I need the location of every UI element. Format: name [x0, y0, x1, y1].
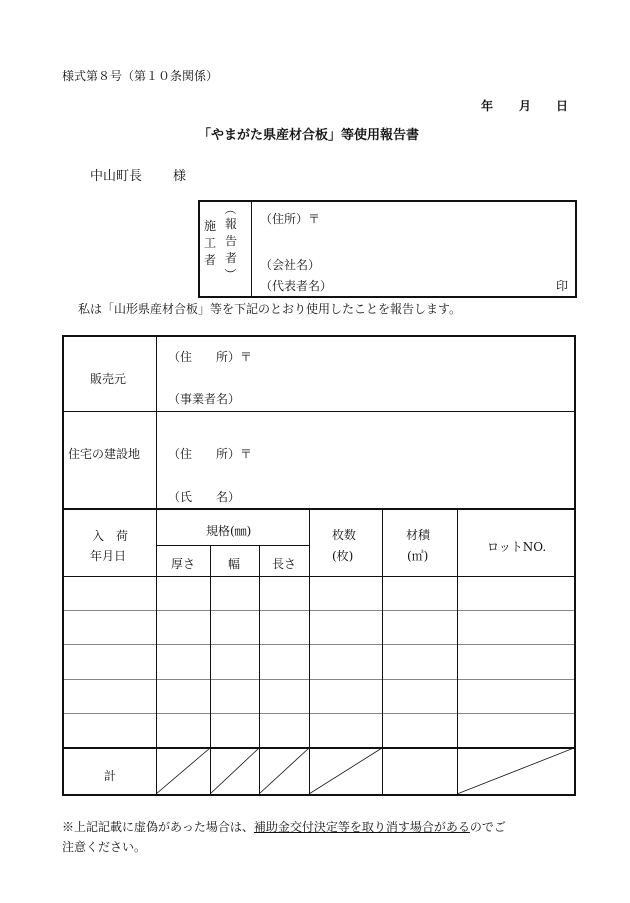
applicant-label: 施 工 者 — [204, 219, 217, 267]
header-count: 枚数 — [332, 528, 357, 542]
usage-table — [62, 335, 576, 796]
header-spec: 規格(㎜) — [206, 524, 252, 538]
date-day-label: 日 — [556, 99, 569, 113]
strike-length — [259, 748, 309, 794]
applicant-divider — [251, 202, 252, 296]
applicant-reporter-label: （ 報 告 者 ） — [223, 202, 238, 281]
strike-thickness — [156, 748, 210, 794]
applicant-company[interactable]: （会社名） — [260, 258, 321, 272]
seal-mark: 印 — [556, 279, 569, 293]
site-address[interactable]: （住 所）〒 — [168, 447, 253, 461]
seller-label: 販売元 — [90, 372, 127, 386]
header-volume: 材積 — [406, 528, 431, 542]
header-count-unit: (枚) — [332, 549, 354, 563]
date-month-label: 月 — [519, 99, 532, 113]
header-lot-number: ロットNO. — [487, 540, 547, 554]
seller-business-name[interactable]: （事業者名） — [168, 392, 241, 406]
total-label: 計 — [104, 769, 117, 783]
header-arrival: 入 荷 — [92, 529, 129, 543]
addressee-name: 中山町長 — [90, 169, 143, 184]
strike-width — [210, 748, 259, 794]
form-number: 様式第８号（第１０条関係） — [62, 69, 219, 83]
statement-text: 私は「山形県産材合板」等を下記のとおり使用したことを報告します。 — [78, 302, 462, 316]
header-volume-unit: (㎥) — [407, 549, 429, 563]
site-owner-name[interactable]: （氏 名） — [168, 490, 241, 504]
page-title: 「やまがた県産材合板」等使用報告書 — [198, 128, 420, 143]
date-year-label: 年 — [481, 99, 494, 113]
seller-address[interactable]: （住 所）〒 — [168, 350, 253, 364]
footer-note: ※上記記載に虚偽があった場合は、補助金交付決定等を取り消す場合があるのでご — [62, 820, 506, 834]
applicant-representative[interactable]: （代表者名） — [260, 279, 333, 293]
header-length: 長さ — [272, 557, 297, 571]
addressee-honorific: 様 — [173, 169, 187, 184]
header-thickness: 厚さ — [171, 557, 196, 571]
total-row-strikes — [64, 337, 574, 794]
applicant-box — [198, 200, 577, 298]
footer-note-line2: 注意ください。 — [62, 840, 147, 854]
strike-count — [309, 748, 382, 794]
header-arrival-date: 年月日 — [90, 549, 127, 563]
site-label: 住宅の建設地 — [68, 447, 141, 461]
header-width: 幅 — [228, 557, 241, 571]
strike-lot — [457, 748, 574, 794]
applicant-address[interactable]: （住所）〒 — [260, 212, 321, 226]
